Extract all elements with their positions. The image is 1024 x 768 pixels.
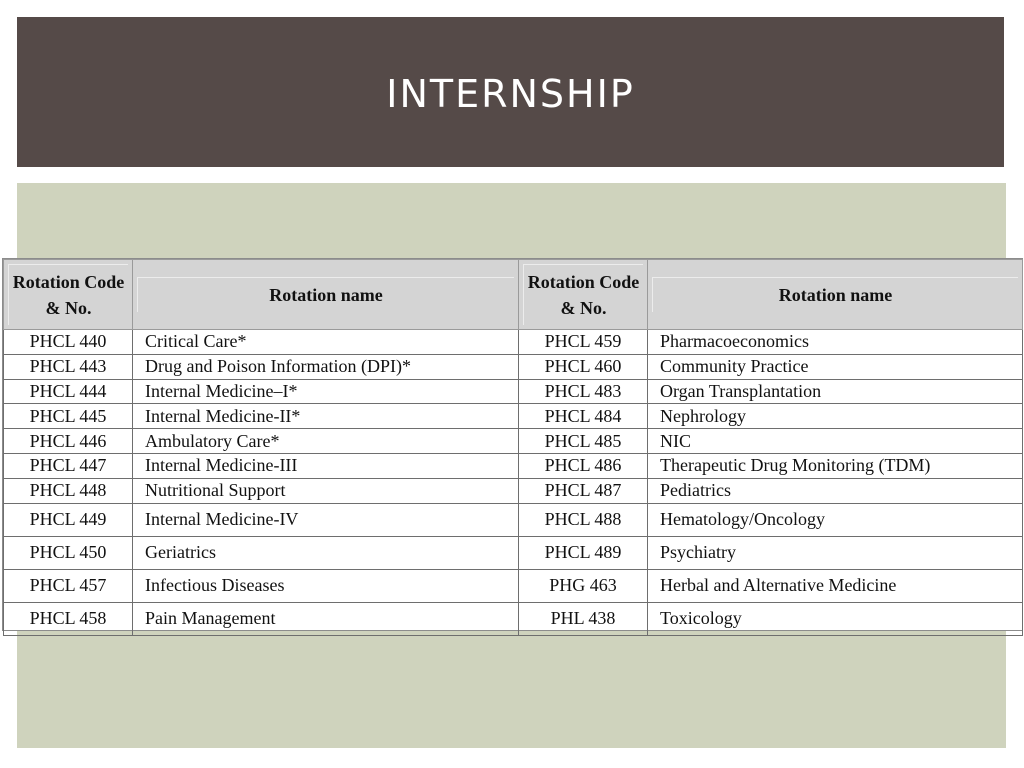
rotation-code-cell: PHCL 448 bbox=[4, 478, 133, 503]
rotation-table bbox=[3, 259, 1023, 636]
rotation-name-cell: Pediatrics bbox=[648, 478, 1023, 503]
rotation-name-cell: Pharmacoeconomics bbox=[648, 330, 1023, 355]
rotation-code-cell: PHCL 443 bbox=[4, 354, 133, 379]
rotation-code-cell: PHCL 484 bbox=[519, 404, 648, 429]
rotation-name-cell: Pain Management bbox=[133, 602, 519, 635]
rotation-name-cell: Community Practice bbox=[648, 354, 1023, 379]
rotation-code-cell: PHCL 444 bbox=[4, 379, 133, 404]
table-row bbox=[4, 404, 1023, 429]
table-row bbox=[4, 536, 1023, 569]
rotation-code-cell: PHCL 446 bbox=[4, 429, 133, 454]
rotation-code-cell: PHCL 447 bbox=[4, 453, 133, 478]
rotation-name-cell: Organ Transplantation bbox=[648, 379, 1023, 404]
rotation-code-cell: PHCL 457 bbox=[4, 569, 133, 602]
rotation-code-cell: PHCL 489 bbox=[519, 536, 648, 569]
header-rotation-name: Rotation name bbox=[648, 260, 1023, 330]
title-bar bbox=[17, 17, 1004, 167]
rotation-code-cell: PHCL 459 bbox=[519, 330, 648, 355]
table-row bbox=[4, 503, 1023, 536]
rotation-name-cell: Infectious Diseases bbox=[133, 569, 519, 602]
table-row bbox=[4, 602, 1023, 635]
table-row bbox=[4, 453, 1023, 478]
rotation-name-cell: Nephrology bbox=[648, 404, 1023, 429]
rotation-code-cell: PHCL 487 bbox=[519, 478, 648, 503]
rotation-name-cell: Geriatrics bbox=[133, 536, 519, 569]
table-row bbox=[4, 330, 1023, 355]
rotation-name-cell: Drug and Poison Information (DPI)* bbox=[133, 354, 519, 379]
rotation-code-cell: PHG 463 bbox=[519, 569, 648, 602]
rotation-name-cell: Nutritional Support bbox=[133, 478, 519, 503]
header-rotation-code: Rotation Code & No. bbox=[4, 260, 133, 330]
rotation-code-cell: PHCL 486 bbox=[519, 453, 648, 478]
rotation-name-cell: Hematology/Oncology bbox=[648, 503, 1023, 536]
table-row bbox=[4, 478, 1023, 503]
rotation-code-cell: PHCL 460 bbox=[519, 354, 648, 379]
rotation-code-cell: PHCL 483 bbox=[519, 379, 648, 404]
rotation-code-cell: PHCL 449 bbox=[4, 503, 133, 536]
table-row bbox=[4, 429, 1023, 454]
rotation-code-cell: PHCL 450 bbox=[4, 536, 133, 569]
slide-title: INTERNSHIP bbox=[386, 72, 635, 116]
rotation-code-cell: PHCL 440 bbox=[4, 330, 133, 355]
rotation-name-cell: Internal Medicine-IV bbox=[133, 503, 519, 536]
rotation-name-cell: Therapeutic Drug Monitoring (TDM) bbox=[648, 453, 1023, 478]
rotation-code-cell: PHCL 458 bbox=[4, 602, 133, 635]
table-row bbox=[4, 569, 1023, 602]
header-rotation-code: Rotation Code & No. bbox=[519, 260, 648, 330]
rotation-name-cell: Herbal and Alternative Medicine bbox=[648, 569, 1023, 602]
table-row bbox=[4, 379, 1023, 404]
rotation-name-cell: Toxicology bbox=[648, 602, 1023, 635]
rotation-name-cell: Ambulatory Care* bbox=[133, 429, 519, 454]
rotation-name-cell: Internal Medicine-II* bbox=[133, 404, 519, 429]
rotation-name-cell: NIC bbox=[648, 429, 1023, 454]
rotation-table-container bbox=[2, 258, 1023, 631]
rotation-name-cell: Psychiatry bbox=[648, 536, 1023, 569]
rotation-code-cell: PHCL 485 bbox=[519, 429, 648, 454]
rotation-name-cell: Internal Medicine–I* bbox=[133, 379, 519, 404]
header-rotation-name: Rotation name bbox=[133, 260, 519, 330]
rotation-code-cell: PHCL 488 bbox=[519, 503, 648, 536]
table-row bbox=[4, 354, 1023, 379]
rotation-code-cell: PHCL 445 bbox=[4, 404, 133, 429]
rotation-name-cell: Internal Medicine-III bbox=[133, 453, 519, 478]
rotation-name-cell: Critical Care* bbox=[133, 330, 519, 355]
table-header-row bbox=[4, 260, 1023, 330]
rotation-code-cell: PHL 438 bbox=[519, 602, 648, 635]
